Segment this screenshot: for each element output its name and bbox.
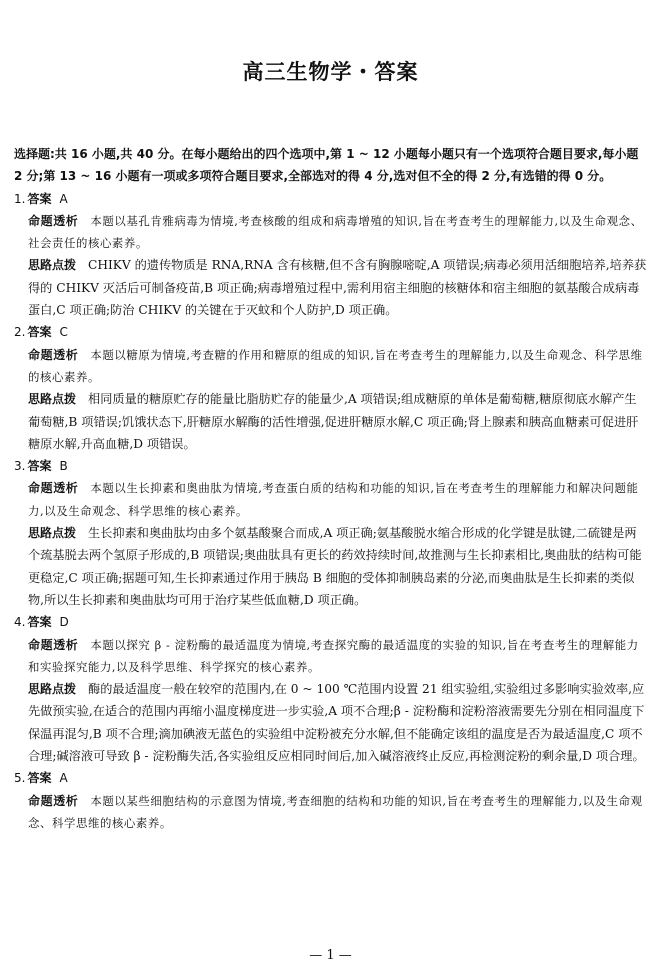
question-3 <box>14 455 648 611</box>
answer-value: B <box>59 459 68 474</box>
hint-text: 相同质量的糖原贮存的能量比脂肪贮存的能量少,A 项错误;组成糖原的单体是葡萄糖,糖原彻底水解产生葡萄糖,B 项错误;饥饿状态下,肝糖原水解酶的活性增强,促进肝糖原水解,C 项正确;肾上腺素和胰高血糖素可促进肝糖原水解,升高血糖,D 项错误。 <box>28 392 639 451</box>
answer-value: D <box>59 615 69 630</box>
analysis-text: 本题以某些细胞结构的示意图为情境,考查细胞的结构和功能的知识,旨在考查考生的理解能力,以及生命观念、科学思维的核心素养。 <box>28 793 643 830</box>
analysis-text: 本题以探究 β - 淀粉酶的最适温度为情境,考查探究酶的最适温度的实验的知识,旨在考查考生的理解能力和实验探究能力,以及科学思维、科学探究的核心素养。 <box>28 637 639 674</box>
analysis-block <box>28 477 648 522</box>
page-number: — 1 — <box>309 948 352 963</box>
hint-text: 酶的最适温度一般在较窄的范围内,在 0 ~ 100 ℃范围内设置 21 组实验组,实验组过多影响实验效率,应先做预实验,在适合的范围内再缩小温度梯度进一步实验,A 项不合理;β - 淀粉酶和淀粉溶液需要先分别在相同温度下保温再混匀,B 项不合理;滴加碘液无蓝色的实验组中淀粉被充分水解,但不能确定该组的温度是否为最适温度,C 项不合理;碱溶液可导致 β - 淀粉酶失活,各实验组反应相同时间后,加入碱溶液终止反应,再检测淀粉的剩余量,D 项合理。 <box>28 682 645 764</box>
question-number: 1. <box>14 191 26 206</box>
answer-label: 答案 <box>27 459 52 474</box>
analysis-block <box>28 344 648 389</box>
question-1 <box>14 188 648 322</box>
analysis-text: 本题以生长抑素和奥曲肽为情境,考查蛋白质的结构和功能的知识,旨在考查考生的理解能力和解决问题能力,以及生命观念、科学思维的核心素养。 <box>28 481 639 518</box>
hint-text: CHIKV 的遗传物质是 RNA,RNA 含有核糖,但不含有胸腺嘧啶,A 项错误;病毒必须用活细胞培养,培养获得的 CHIKV 灭活后可制备疫苗,B 项正确;病毒增殖过程中,需利用宿主细胞的核糖体和宿主细胞的氨基酸合成病毒蛋白,C 项正确;防治 CHIKV 的关键在于灭蚊和个人防护,D 项正确。 <box>28 258 647 318</box>
hint-label: 思路点拨 <box>28 682 77 697</box>
answer-label: 答案 <box>27 615 52 630</box>
answer-label: 答案 <box>27 771 52 786</box>
answer-label: 答案 <box>27 191 52 206</box>
analysis-label: 命题透析 <box>28 213 79 228</box>
answer-line <box>14 188 648 210</box>
analysis-text: 本题以糖原为情境,考查糖的作用和糖原的组成的知识,旨在考查考生的理解能力,以及生命观念、科学思维的核心素养。 <box>28 347 643 384</box>
analysis-label: 命题透析 <box>28 347 79 362</box>
answer-value: A <box>59 771 68 786</box>
hint-label: 思路点拨 <box>28 526 77 541</box>
question-2 <box>14 321 648 455</box>
question-5 <box>14 767 648 834</box>
hint-label: 思路点拨 <box>28 392 77 407</box>
hint-label: 思路点拨 <box>28 258 77 273</box>
analysis-block <box>28 790 648 835</box>
hint-block <box>28 388 648 455</box>
answer-line <box>14 767 648 789</box>
answer-content <box>14 143 648 834</box>
analysis-label: 命题透析 <box>28 481 79 496</box>
question-number: 5. <box>14 771 26 786</box>
page-title: 高三生物学・答案 <box>242 60 419 84</box>
question-4 <box>14 611 648 767</box>
hint-block <box>28 678 648 767</box>
instructions: 选择题:共 16 小题,共 40 分。在每小题给出的四个选项中,第 1 ~ 12 小题每小题只有一个选项符合题目要求,每小题 2 分;第 13 ~ 16 小题有一项或多项符合题目要求,全部选对的得 4 分,选对但不全的得 2 分,有选错的得 0 分。 <box>14 147 639 184</box>
answer-line <box>14 321 648 343</box>
answer-line <box>14 455 648 477</box>
analysis-block <box>28 210 648 255</box>
analysis-block <box>28 634 648 679</box>
question-number: 3. <box>14 459 26 474</box>
answer-label: 答案 <box>27 325 52 340</box>
hint-block <box>28 254 648 321</box>
analysis-label: 命题透析 <box>28 793 79 808</box>
hint-text: 生长抑素和奥曲肽均由多个氨基酸聚合而成,A 项正确;氨基酸脱水缩合形成的化学键是肽键,二硫键是两个巯基脱去两个氢原子形成的,B 项错误;奥曲肽具有更长的药效持续时间,故推测与生长抑素相比,奥曲肽的结构可能更稳定,C 项正确;据题可知,生长抑素通过作用于胰岛 B 细胞的受体抑制胰岛素的分泌,而奥曲肽是生长抑素的类似物,所以生长抑素和奥曲肽均可用于治疗某些低血糖,D 项正确。 <box>28 526 642 607</box>
analysis-text: 本题以基孔肯雅病毒为情境,考查核酸的组成和病毒增殖的知识,旨在考查考生的理解能力,以及生命观念、社会责任的核心素养。 <box>28 213 643 251</box>
question-number: 2. <box>14 325 26 340</box>
analysis-label: 命题透析 <box>28 637 79 652</box>
question-number: 4. <box>14 615 26 630</box>
answer-value: C <box>59 325 68 340</box>
answer-line <box>14 611 648 633</box>
answer-value: A <box>59 191 68 206</box>
hint-block <box>28 522 648 611</box>
